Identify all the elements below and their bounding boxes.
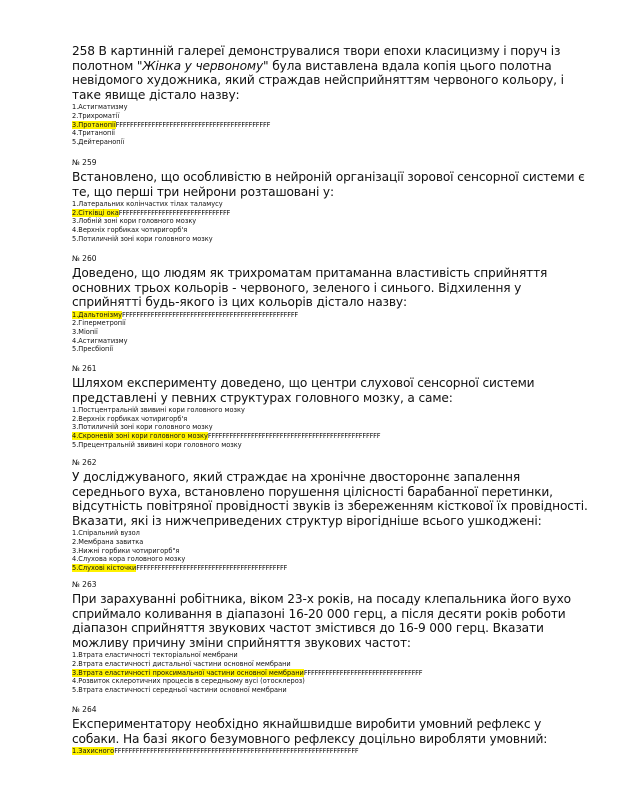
- option-label: 4.Верхніх горбиках чотиригорб'я: [72, 225, 188, 234]
- option-label: 4.Тританопії: [72, 129, 115, 138]
- option-label: 5.Прецентральній звивині кори головного мозку: [72, 440, 242, 449]
- option-label: 1.Астигматизму: [72, 103, 128, 112]
- option-label: 2.Мембрана завитка: [72, 537, 144, 546]
- options-list: [72, 529, 592, 572]
- question-stem: При зарахуванні робітника, віком 23-х років, на посаду клепальника його вухо сприймало коливання в діапазоні 16-20 000 герц, а після десяти років роботи діапазон сприйняття звукових частот змістився до 16-9 000 герц. Вказати можливу причину зміни сприйняття звукових частот:: [72, 592, 571, 650]
- option-label: 5.Пресбіопії: [72, 345, 114, 354]
- stem-italic-title: "Жінка у червоному": [136, 58, 269, 73]
- option-label: 4.Скроневій зоні кори головного мозку: [72, 431, 208, 440]
- option-item: [72, 235, 592, 244]
- question-number: № 259: [72, 158, 97, 167]
- option-item: [72, 406, 592, 415]
- option-correct: [72, 669, 592, 678]
- option-label: 2.Верхніх горбиках чотиригорб'я: [72, 414, 188, 423]
- option-label: 4.Слухова кора головного мозку: [72, 555, 186, 564]
- question-259: [72, 158, 592, 243]
- option-item: [72, 226, 592, 235]
- option-label: 2.Втрата еластичності дистальної частини основної мембрани: [72, 659, 291, 668]
- question-258: [72, 44, 592, 146]
- option-item: [72, 677, 592, 686]
- question-stem: Експериментатору необхідно якнайшвидше виробити умовний рефлекс у собаки. На базі якого безумовного рефлексу доцільно виробляти умовний:: [72, 717, 548, 746]
- option-label: 1.Постцентральній звивині кори головного мозку: [72, 406, 245, 415]
- option-item: [72, 423, 592, 432]
- question-number: № 261: [72, 364, 97, 373]
- option-label: 1.Латеральних колінчастих тілах таламусу: [72, 200, 223, 209]
- option-correct: [72, 311, 592, 320]
- option-item: [72, 415, 592, 424]
- option-correct: [72, 564, 592, 573]
- option-item: [72, 686, 592, 695]
- option-label: 3.Втрата еластичності проксимальної частини основної мембрани: [72, 668, 304, 677]
- option-correct: [72, 432, 592, 441]
- option-correct: [72, 209, 592, 218]
- option-item: [72, 103, 592, 112]
- answer-marker-filler: FFFFFFFFFFFFFFFFFFFFFFFFFFFFFFFFF: [303, 668, 423, 677]
- question-stem: Встановлено, що особливістю в нейроній організації зорової сенсорної системи є те, що перші три нейрони розташовані у:: [72, 170, 585, 199]
- option-label: 2.Сітківці ока: [72, 208, 119, 217]
- option-label: 4.Астигматизму: [72, 336, 128, 345]
- option-label: 3.Міопії: [72, 327, 98, 336]
- option-label: 1.Втрата еластичності текторіальної мембрани: [72, 651, 238, 660]
- answer-marker-filler: FFFFFFFFFFFFFFFFFFFFFFFFFFFFFFFFFFFFFFFFFFFFFFFFF: [121, 310, 299, 319]
- stem-text: була виставлена вдала копія цього полотна невідомого художника, який страждав нейсприйняттям червоного кольору, і таке явище дістало назву:: [72, 58, 564, 102]
- question-260: [72, 254, 592, 354]
- option-item: [72, 345, 592, 354]
- option-label: 1.Спіральний вузол: [72, 529, 140, 538]
- options-list: [72, 103, 592, 146]
- answer-marker-filler: FFFFFFFFFFFFFFFFFFFFFFFFFFFFFFFFFFFFFFFFFFF: [115, 120, 271, 129]
- question-number: № 260: [72, 254, 97, 263]
- question-stem: Шляхом експерименту доведено, що центри слухової сенсорної системи представлені у певних структурах головного мозку, а саме:: [72, 376, 535, 405]
- question-stem: [72, 44, 592, 102]
- option-label: 5.Втрата еластичності середньої частини основної мембрани: [72, 685, 287, 694]
- answer-marker-filler: FFFFFFFFFFFFFFFFFFFFFFFFFFFFFFF: [118, 208, 231, 217]
- option-label: 2.Трихроматії: [72, 111, 120, 120]
- options-list: [72, 406, 592, 449]
- option-label: 4.Розвиток склеротичних процесів в середньому вусі (отосклероз): [72, 677, 305, 686]
- question-number: № 264: [72, 705, 97, 714]
- stem-text: 258 В картинній галереї демонструвалися твори епохи класицизму і поруч із полотном: [72, 44, 561, 73]
- question-263: [72, 580, 592, 694]
- option-item: [72, 319, 592, 328]
- option-label: 3.Нижні горбики чотиригорб"я: [72, 546, 180, 555]
- option-item: [72, 328, 592, 337]
- question-261: [72, 364, 592, 449]
- option-correct: [72, 747, 592, 756]
- option-label: 5.Слухові кісточки: [72, 563, 137, 572]
- option-label: 1.Захисного: [72, 747, 115, 756]
- option-item: [72, 217, 592, 226]
- option-item: [72, 138, 592, 147]
- question-264: [72, 705, 592, 756]
- option-label: 2.Гіперметропії: [72, 319, 126, 328]
- option-item: [72, 112, 592, 121]
- question-stem: Доведено, що людям як трихроматам притаманна властивість сприйняття основних трьох кольорів - червоного, зеленого і синього. Відхилення у сприйнятті будь-якого із цих кольорів дістало назву:: [72, 266, 548, 310]
- option-label: 1.Дальтонізму: [72, 310, 122, 319]
- options-list: [72, 311, 592, 354]
- option-item: [72, 529, 592, 538]
- option-label: 5.Потиличній зоні кори головного мозку: [72, 234, 213, 243]
- answer-marker-filler: FFFFFFFFFFFFFFFFFFFFFFFFFFFFFFFFFFFFFFFFFF: [136, 563, 288, 572]
- option-item: [72, 547, 592, 556]
- option-correct: [72, 121, 592, 130]
- question-262: [72, 458, 592, 572]
- option-label: 3.Протанопії: [72, 120, 116, 129]
- answer-marker-filler: FFFFFFFFFFFFFFFFFFFFFFFFFFFFFFFFFFFFFFFFFFFFFFFF: [207, 431, 381, 440]
- option-label: 3.Потиличній зоні кори головного мозку: [72, 423, 213, 432]
- answer-marker-filler: FFFFFFFFFFFFFFFFFFFFFFFFFFFFFFFFFFFFFFFFFFFFFFFFFFFFFFFFFFFFFFFFFFFF: [114, 747, 359, 756]
- option-item: [72, 555, 592, 564]
- question-number: № 263: [72, 580, 97, 589]
- option-item: [72, 660, 592, 669]
- options-list: [72, 200, 592, 243]
- option-item: [72, 538, 592, 547]
- option-item: [72, 651, 592, 660]
- option-item: [72, 129, 592, 138]
- question-stem: У досліджуваного, який страждає на хронічне двостороннє запалення середнього вуха, встановлено порушення цілісності барабанної перетинки, відсутність повітряної провідності звуків із збереженням кісткової їх провідності. Вказати, які із нижчеприведених структур вірогідніше всього ушкоджені:: [72, 470, 588, 528]
- option-item: [72, 441, 592, 450]
- option-label: 3.Лобній зоні кори головного мозку: [72, 217, 197, 226]
- options-list: [72, 747, 592, 756]
- option-label: 5.Дейтеранопії: [72, 137, 125, 146]
- option-item: [72, 337, 592, 346]
- question-number: № 262: [72, 458, 97, 467]
- options-list: [72, 651, 592, 694]
- option-item: [72, 200, 592, 209]
